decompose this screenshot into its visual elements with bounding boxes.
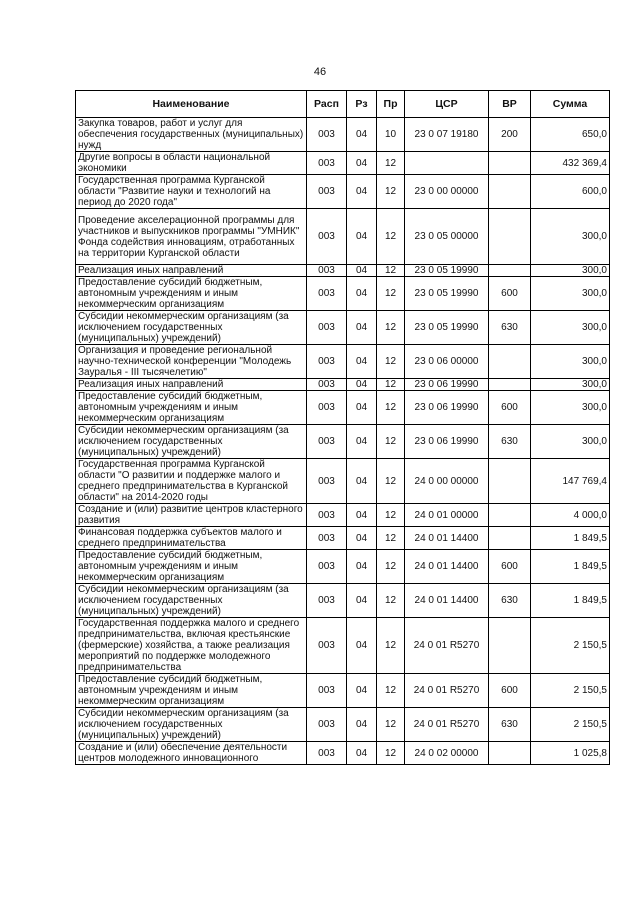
table-row xyxy=(76,391,610,425)
row-rz: 04 xyxy=(347,584,377,618)
row-name: Предоставление субсидий бюджетным, автономным учреждениям и иным некоммерческим организациям xyxy=(76,391,307,425)
table-row xyxy=(76,504,610,527)
row-rz: 04 xyxy=(347,504,377,527)
row-name: Реализация иных направлений xyxy=(76,265,307,277)
row-name: Государственная поддержка малого и среднего предпринимательства, включая крестьянские (фермерские) хозяйства, а также реализация мероприятий по поддержке молодежного предпринимательства xyxy=(76,618,307,674)
row-vr xyxy=(489,265,531,277)
table-row xyxy=(76,584,610,618)
row-csr: 23 0 06 00000 xyxy=(405,345,489,379)
row-sum: 147 769,4 xyxy=(531,459,610,504)
row-name: Предоставление субсидий бюджетным, автономным учреждениям и иным некоммерческим организациям xyxy=(76,277,307,311)
table-row xyxy=(76,311,610,345)
row-name: Реализация иных направлений xyxy=(76,379,307,391)
row-sum: 1 849,5 xyxy=(531,584,610,618)
row-csr: 24 0 01 R5270 xyxy=(405,674,489,708)
row-csr: 24 0 01 14400 xyxy=(405,584,489,618)
page-number: 46 xyxy=(313,66,327,78)
row-name: Субсидии некоммерческим организациям (за исключением государственных (муниципальных) учреждений) xyxy=(76,311,307,345)
row-name: Финансовая поддержка субъектов малого и среднего предпринимательства xyxy=(76,527,307,550)
row-vr: 200 xyxy=(489,118,531,152)
row-pr: 12 xyxy=(377,708,405,742)
row-rasp: 003 xyxy=(307,708,347,742)
row-csr: 24 0 01 R5270 xyxy=(405,618,489,674)
row-name: Организация и проведение региональной научно-технической конференции "Молодежь Зауралья - III тысячелетию" xyxy=(76,345,307,379)
row-rz: 04 xyxy=(347,618,377,674)
row-sum: 300,0 xyxy=(531,311,610,345)
header-name: Наименование xyxy=(76,91,307,118)
row-rasp: 003 xyxy=(307,175,347,209)
row-pr: 12 xyxy=(377,175,405,209)
row-rasp: 003 xyxy=(307,742,347,765)
row-name: Государственная программа Курганской области "Развитие науки и технологий на период до 2020 года" xyxy=(76,175,307,209)
row-csr: 24 0 01 R5270 xyxy=(405,708,489,742)
header-rz: Рз xyxy=(347,91,377,118)
row-pr: 12 xyxy=(377,550,405,584)
row-rasp: 003 xyxy=(307,674,347,708)
header-sum: Сумма xyxy=(531,91,610,118)
table-row xyxy=(76,379,610,391)
row-rasp: 003 xyxy=(307,504,347,527)
row-name: Предоставление субсидий бюджетным, автономным учреждениям и иным некоммерческим организациям xyxy=(76,674,307,708)
row-vr xyxy=(489,345,531,379)
row-vr xyxy=(489,379,531,391)
row-name: Создание и (или) развитие центров кластерного развития xyxy=(76,504,307,527)
row-vr: 630 xyxy=(489,584,531,618)
table-row xyxy=(76,209,610,265)
header-csr: ЦСР xyxy=(405,91,489,118)
row-vr: 600 xyxy=(489,674,531,708)
row-csr: 23 0 05 19990 xyxy=(405,265,489,277)
row-rasp: 003 xyxy=(307,209,347,265)
row-csr: 23 0 06 19990 xyxy=(405,425,489,459)
row-csr: 24 0 01 00000 xyxy=(405,504,489,527)
row-sum: 300,0 xyxy=(531,425,610,459)
table-header-row xyxy=(76,91,610,118)
row-csr: 23 0 05 19990 xyxy=(405,311,489,345)
row-rz: 04 xyxy=(347,391,377,425)
row-rasp: 003 xyxy=(307,459,347,504)
row-vr: 630 xyxy=(489,425,531,459)
row-vr xyxy=(489,504,531,527)
table-row xyxy=(76,708,610,742)
row-pr: 12 xyxy=(377,504,405,527)
table-row xyxy=(76,425,610,459)
table-row xyxy=(76,277,610,311)
row-rasp: 003 xyxy=(307,425,347,459)
row-pr: 12 xyxy=(377,527,405,550)
table-row xyxy=(76,618,610,674)
row-csr: 23 0 07 19180 xyxy=(405,118,489,152)
row-csr: 23 0 06 19990 xyxy=(405,391,489,425)
row-pr: 12 xyxy=(377,618,405,674)
row-sum: 300,0 xyxy=(531,391,610,425)
row-name: Проведение акселерационной программы для участников и выпускников программы "УМНИК" Фонда содействия инновациям, отработанных на территории Курганской области xyxy=(76,209,307,265)
table-row xyxy=(76,345,610,379)
row-name: Государственная программа Курганской области "О развитии и поддержке малого и среднего предпринимательства в Курганской области" на 2014-2020 годы xyxy=(76,459,307,504)
table-row xyxy=(76,152,610,175)
row-pr: 12 xyxy=(377,425,405,459)
table-row xyxy=(76,550,610,584)
row-rasp: 003 xyxy=(307,618,347,674)
row-vr xyxy=(489,152,531,175)
row-rasp: 003 xyxy=(307,391,347,425)
row-csr: 23 0 06 19990 xyxy=(405,379,489,391)
header-rasp: Расп xyxy=(307,91,347,118)
row-sum: 300,0 xyxy=(531,379,610,391)
table-row xyxy=(76,265,610,277)
row-csr: 24 0 02 00000 xyxy=(405,742,489,765)
row-rasp: 003 xyxy=(307,345,347,379)
row-name: Субсидии некоммерческим организациям (за исключением государственных (муниципальных) учреждений) xyxy=(76,708,307,742)
row-rz: 04 xyxy=(347,311,377,345)
row-sum: 1 849,5 xyxy=(531,550,610,584)
row-pr: 12 xyxy=(377,265,405,277)
row-sum: 2 150,5 xyxy=(531,674,610,708)
row-rz: 04 xyxy=(347,550,377,584)
row-rz: 04 xyxy=(347,175,377,209)
header-vr: ВР xyxy=(489,91,531,118)
row-csr: 24 0 01 14400 xyxy=(405,550,489,584)
table-row xyxy=(76,527,610,550)
row-rz: 04 xyxy=(347,527,377,550)
row-name: Другие вопросы в области национальной экономики xyxy=(76,152,307,175)
row-vr: 600 xyxy=(489,391,531,425)
row-pr: 12 xyxy=(377,459,405,504)
row-sum: 1 849,5 xyxy=(531,527,610,550)
row-vr: 630 xyxy=(489,311,531,345)
row-rasp: 003 xyxy=(307,118,347,152)
row-pr: 12 xyxy=(377,379,405,391)
row-sum: 4 000,0 xyxy=(531,504,610,527)
table-row xyxy=(76,175,610,209)
row-rasp: 003 xyxy=(307,152,347,175)
row-pr: 12 xyxy=(377,152,405,175)
row-csr: 24 0 00 00000 xyxy=(405,459,489,504)
table-row xyxy=(76,459,610,504)
row-rz: 04 xyxy=(347,152,377,175)
row-rz: 04 xyxy=(347,708,377,742)
row-rasp: 003 xyxy=(307,527,347,550)
row-csr: 23 0 00 00000 xyxy=(405,175,489,209)
row-vr: 630 xyxy=(489,708,531,742)
row-pr: 12 xyxy=(377,584,405,618)
row-csr: 23 0 05 00000 xyxy=(405,209,489,265)
row-rz: 04 xyxy=(347,118,377,152)
table-row xyxy=(76,674,610,708)
row-sum: 300,0 xyxy=(531,277,610,311)
row-rz: 04 xyxy=(347,265,377,277)
row-pr: 12 xyxy=(377,311,405,345)
table-row xyxy=(76,118,610,152)
row-csr: 23 0 05 19990 xyxy=(405,277,489,311)
row-pr: 12 xyxy=(377,391,405,425)
row-sum: 600,0 xyxy=(531,175,610,209)
budget-table xyxy=(75,90,610,765)
row-rasp: 003 xyxy=(307,379,347,391)
row-vr: 600 xyxy=(489,277,531,311)
row-csr: 24 0 01 14400 xyxy=(405,527,489,550)
row-rasp: 003 xyxy=(307,550,347,584)
row-vr xyxy=(489,209,531,265)
row-vr xyxy=(489,175,531,209)
row-sum: 300,0 xyxy=(531,345,610,379)
row-pr: 12 xyxy=(377,742,405,765)
row-vr xyxy=(489,742,531,765)
row-sum: 2 150,5 xyxy=(531,708,610,742)
row-name: Субсидии некоммерческим организациям (за исключением государственных (муниципальных) учреждений) xyxy=(76,425,307,459)
row-sum: 300,0 xyxy=(531,265,610,277)
row-vr xyxy=(489,618,531,674)
row-vr: 600 xyxy=(489,550,531,584)
row-pr: 12 xyxy=(377,277,405,311)
row-rasp: 003 xyxy=(307,265,347,277)
row-pr: 12 xyxy=(377,209,405,265)
row-sum: 300,0 xyxy=(531,209,610,265)
row-rz: 04 xyxy=(347,345,377,379)
row-sum: 2 150,5 xyxy=(531,618,610,674)
row-name: Закупка товаров, работ и услуг для обеспечения государственных (муниципальных) нужд xyxy=(76,118,307,152)
row-vr xyxy=(489,459,531,504)
row-sum: 1 025,8 xyxy=(531,742,610,765)
row-pr: 10 xyxy=(377,118,405,152)
row-sum: 650,0 xyxy=(531,118,610,152)
row-pr: 12 xyxy=(377,674,405,708)
header-pr: Пр xyxy=(377,91,405,118)
row-sum: 432 369,4 xyxy=(531,152,610,175)
row-pr: 12 xyxy=(377,345,405,379)
row-rz: 04 xyxy=(347,277,377,311)
table-row xyxy=(76,742,610,765)
row-rz: 04 xyxy=(347,425,377,459)
row-name: Предоставление субсидий бюджетным, автономным учреждениям и иным некоммерческим организациям xyxy=(76,550,307,584)
row-name: Субсидии некоммерческим организациям (за исключением государственных (муниципальных) учреждений) xyxy=(76,584,307,618)
row-name: Создание и (или) обеспечение деятельности центров молодежного инновационного xyxy=(76,742,307,765)
row-vr xyxy=(489,527,531,550)
row-rz: 04 xyxy=(347,674,377,708)
row-rasp: 003 xyxy=(307,584,347,618)
row-csr xyxy=(405,152,489,175)
row-rz: 04 xyxy=(347,209,377,265)
row-rz: 04 xyxy=(347,742,377,765)
row-rz: 04 xyxy=(347,379,377,391)
row-rasp: 003 xyxy=(307,311,347,345)
row-rasp: 003 xyxy=(307,277,347,311)
row-rz: 04 xyxy=(347,459,377,504)
